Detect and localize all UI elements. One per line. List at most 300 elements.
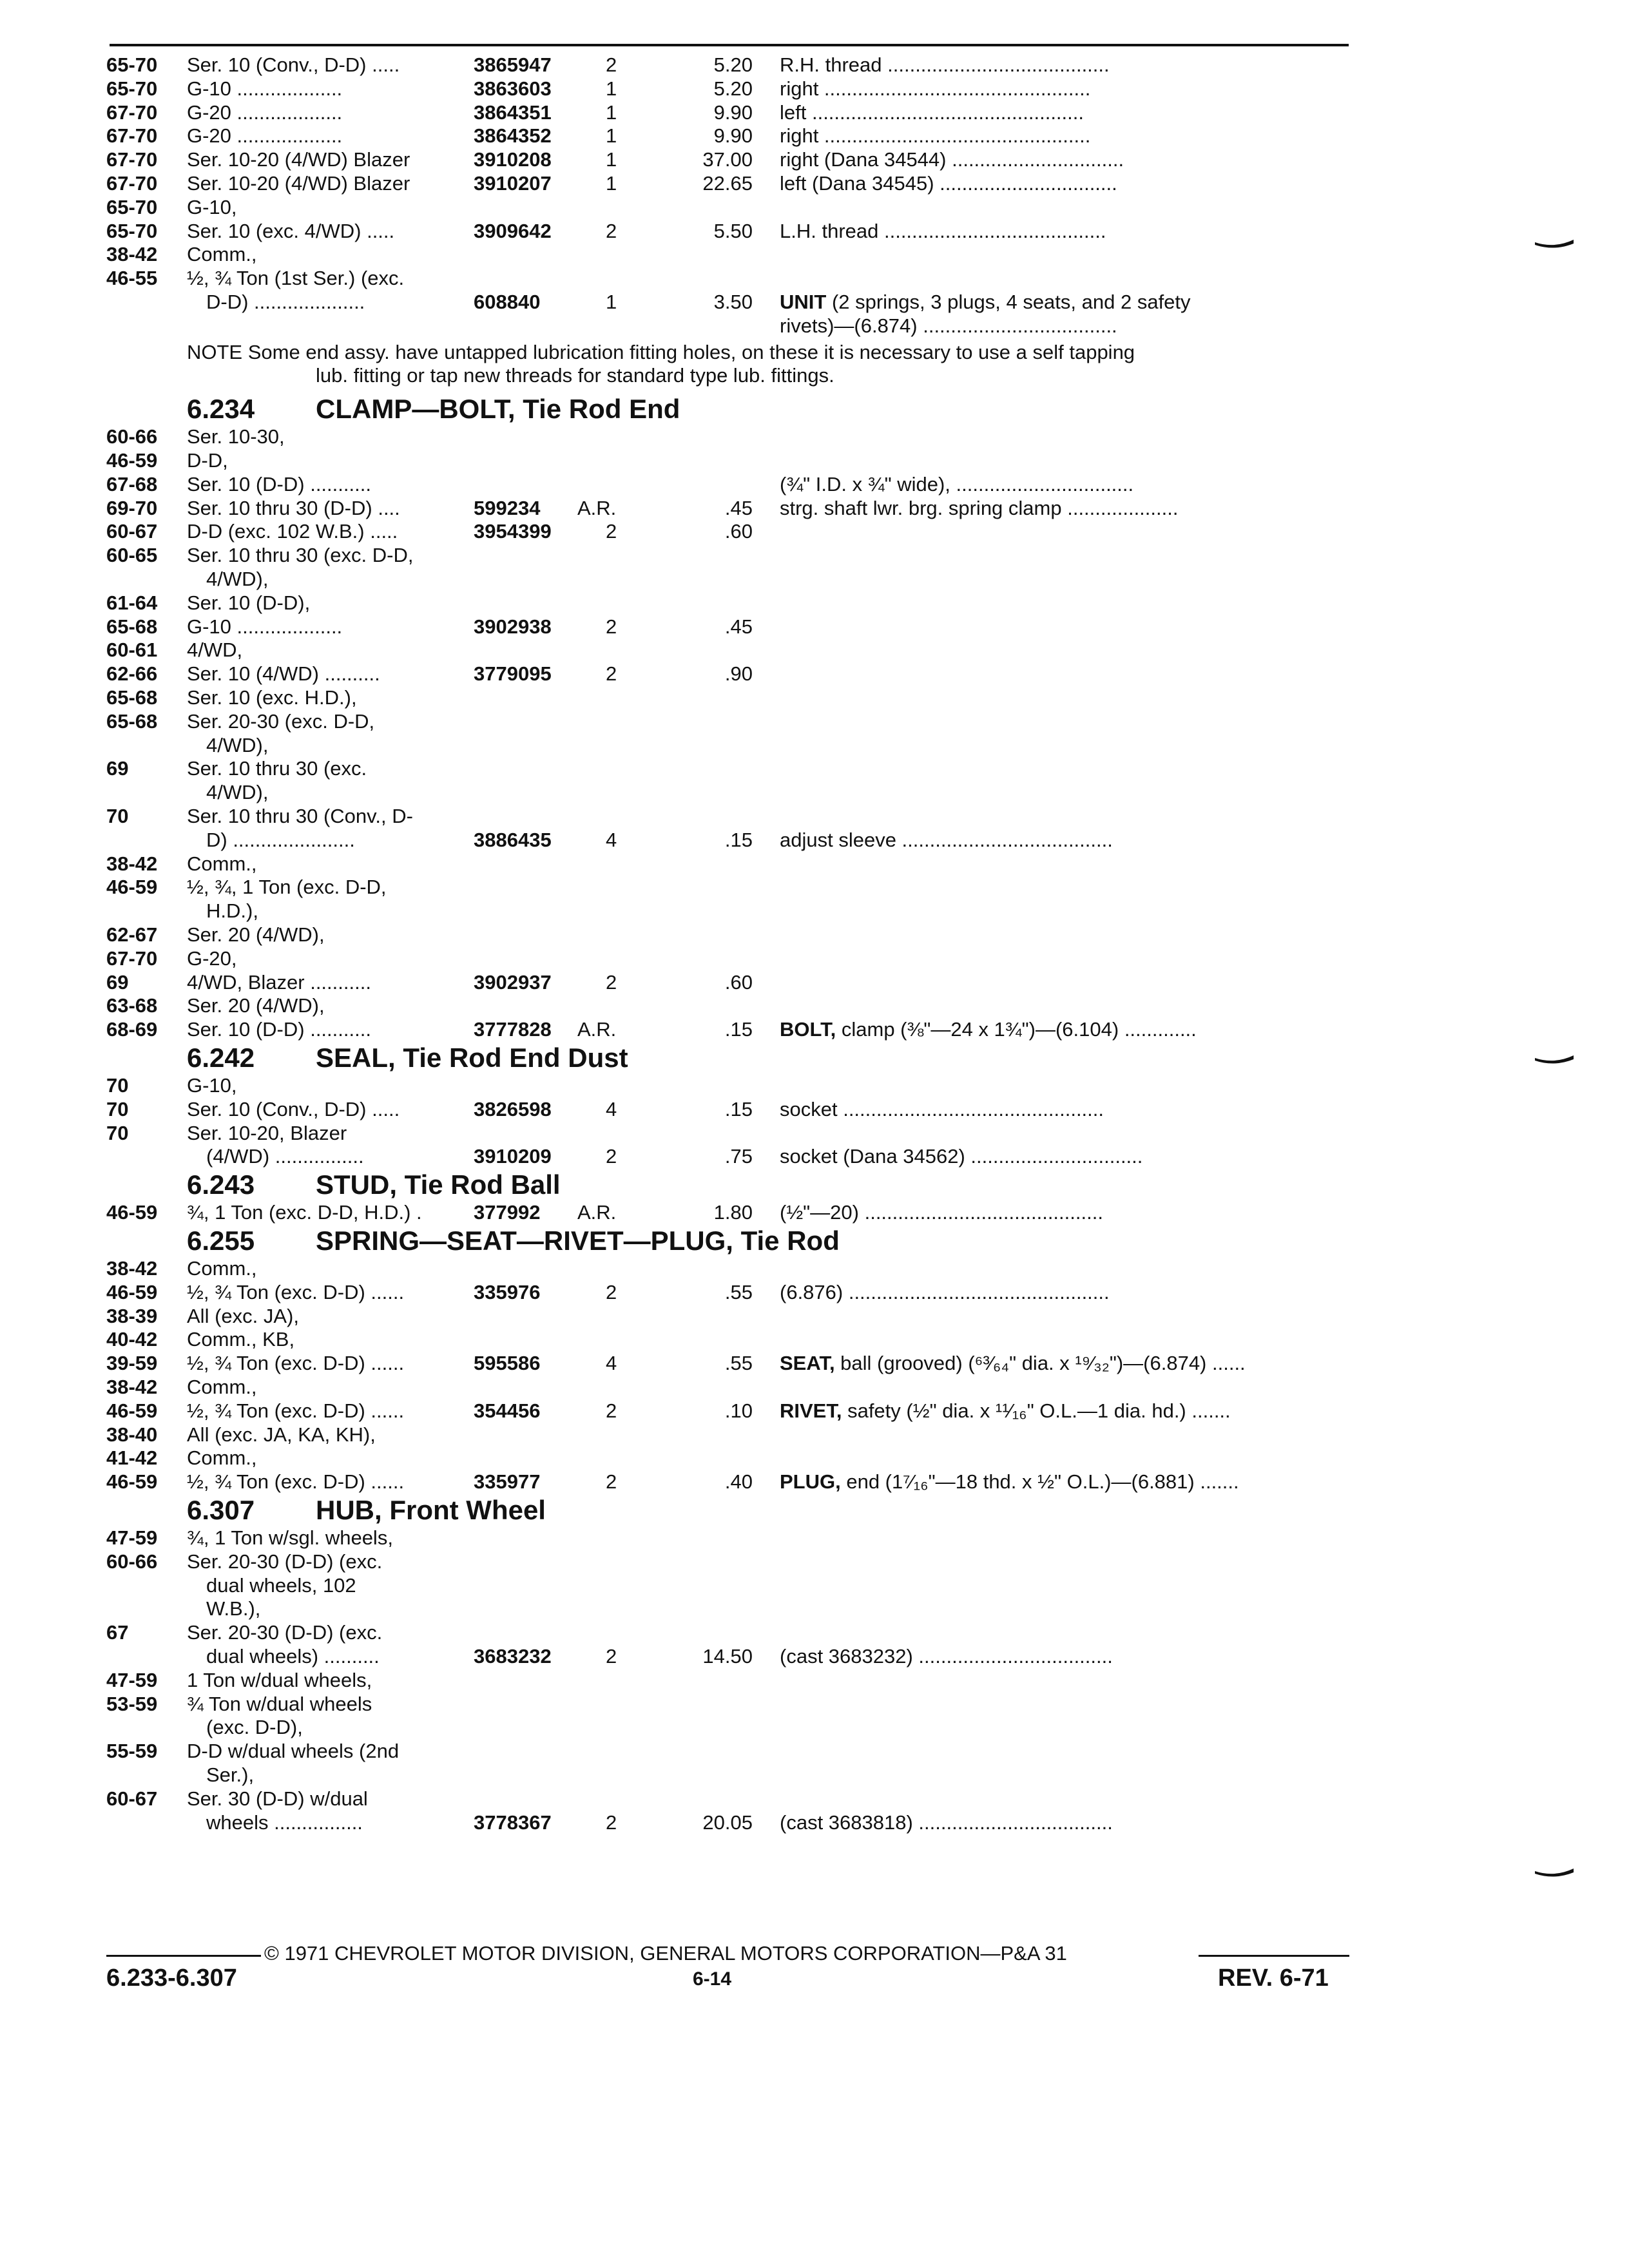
section-title: SPRING—SEAT—RIVET—PLUG, Tie Rod	[316, 1225, 840, 1256]
description-text: (¾" I.D. x ¾" wide), ................................	[780, 472, 1134, 495]
price: 9.90	[713, 124, 753, 148]
quantity: 2	[606, 615, 617, 638]
part-number: 3954399	[474, 520, 552, 543]
section-number: 6.242	[187, 1043, 255, 1073]
price: .75	[724, 1145, 753, 1168]
description-text: (cast 3683818) ...................................	[780, 1811, 1113, 1834]
part-number: 3778367	[474, 1811, 552, 1834]
model-application: (4/WD) ................	[206, 1145, 364, 1168]
price: 1.80	[713, 1201, 753, 1224]
year-range: 46-55	[106, 267, 158, 290]
price: 22.65	[702, 172, 753, 195]
part-row	[0, 449, 1629, 472]
model-application: Ser. 10 thru 30 (Conv., D-	[187, 805, 413, 827]
part-row	[0, 734, 1629, 757]
price: .40	[724, 1470, 753, 1494]
part-row	[0, 1376, 1629, 1399]
year-range: 65-70	[106, 219, 158, 242]
model-application: G-10,	[187, 1074, 237, 1097]
model-application: Ser. 10 (exc. H.D.),	[187, 686, 357, 709]
year-range: 61-64	[106, 591, 158, 614]
year-range: 46-59	[106, 449, 158, 472]
model-application: Ser. 10 thru 30 (exc.	[187, 757, 367, 780]
description-text: (6.876) ...............................................	[780, 1280, 1110, 1303]
footer-section-range: 6.233-6.307	[106, 1965, 237, 1992]
part-number: 3910209	[474, 1145, 552, 1168]
part-row	[0, 1526, 1629, 1550]
model-application: G-10,	[187, 195, 237, 218]
price: .45	[724, 496, 753, 519]
model-application: D-D w/dual wheels (2nd	[187, 1740, 400, 1763]
model-application: ¾, 1 Ton (exc. D-D, H.D.) .	[187, 1201, 422, 1224]
model-application: Ser. 20-30 (D-D) (exc.	[187, 1621, 383, 1644]
model-application: Ser. 20 (4/WD),	[187, 923, 325, 946]
part-row	[0, 568, 1629, 591]
part-row	[0, 1328, 1629, 1351]
quantity: 1	[606, 291, 617, 313]
part-row	[0, 1018, 1629, 1041]
part-number: 3910208	[474, 148, 552, 171]
binder-mark-icon	[1534, 1867, 1575, 1879]
section-title: HUB, Front Wheel	[316, 1495, 546, 1525]
part-row	[0, 1550, 1629, 1573]
model-application: Comm.,	[187, 1446, 257, 1470]
year-range: 67-70	[106, 101, 158, 124]
quantity-as-required: A.R.	[577, 496, 617, 519]
part-row	[0, 947, 1629, 970]
year-range: 38-40	[106, 1423, 158, 1446]
price: .15	[724, 828, 753, 851]
note-line-1: NOTE Some end assy. have untapped lubrication fitting holes, on these it is necessary to use a self tapping	[187, 341, 1135, 363]
description-text: (cast 3683232) ...................................	[780, 1645, 1113, 1667]
model-application: D-D) ....................	[206, 291, 365, 313]
part-row	[0, 172, 1629, 195]
description	[780, 1645, 1113, 1668]
year-range: 62-66	[106, 662, 158, 686]
model-application: G-20 ...................	[187, 124, 343, 148]
description	[780, 148, 1124, 171]
part-row	[0, 662, 1629, 686]
description	[780, 172, 1117, 195]
model-application: ¾, 1 Ton w/sgl. wheels,	[187, 1526, 393, 1549]
model-application: ½, ¾, 1 Ton (exc. D-D,	[187, 876, 387, 899]
section-heading	[0, 393, 1629, 425]
description	[780, 1098, 1104, 1121]
quantity: 4	[606, 1352, 617, 1375]
price: .60	[724, 520, 753, 543]
quantity: 2	[606, 1399, 617, 1422]
year-range: 53-59	[106, 1692, 158, 1715]
footer-page-number: 6-14	[693, 1968, 732, 1990]
model-application: Ser. 30 (D-D) w/dual	[187, 1787, 368, 1810]
part-number: 3909642	[474, 219, 552, 242]
model-application: 4/WD),	[206, 733, 269, 756]
model-application: Ser.),	[206, 1763, 255, 1786]
year-range: 46-59	[106, 876, 158, 899]
part-row	[0, 757, 1629, 780]
model-application: Ser. 10 thru 30 (D-D) ....	[187, 496, 400, 519]
model-application: D-D,	[187, 449, 228, 472]
part-number: 3863603	[474, 77, 552, 100]
model-application: H.D.),	[206, 899, 258, 923]
quantity: 2	[606, 1470, 617, 1494]
part-row	[0, 1740, 1629, 1763]
section-title: SEAL, Tie Rod End Dust	[316, 1043, 628, 1073]
year-range: 67-70	[106, 124, 158, 148]
year-range: 69-70	[106, 496, 158, 519]
part-row	[0, 1423, 1629, 1446]
year-range: 38-42	[106, 1257, 158, 1280]
section-title: CLAMP—BOLT, Tie Rod End	[316, 394, 680, 425]
description	[780, 1399, 1231, 1423]
year-range: 38-42	[106, 243, 158, 266]
year-range: 39-59	[106, 1352, 158, 1375]
model-application: 4/WD),	[206, 568, 269, 590]
binder-mark-icon	[1534, 238, 1575, 250]
quantity: 1	[606, 101, 617, 124]
part-row	[0, 923, 1629, 947]
year-range: 65-68	[106, 709, 158, 733]
part-row	[0, 615, 1629, 639]
description-text: left .................................................	[780, 101, 1084, 124]
model-application: G-20 ...................	[187, 101, 343, 124]
model-application: Ser. 10 (D-D) ...........	[187, 472, 371, 495]
description-keyword: BOLT,	[780, 1018, 836, 1041]
part-row	[0, 1645, 1629, 1668]
model-application: Ser. 10 (Conv., D-D) .....	[187, 1097, 400, 1120]
part-number: 595586	[474, 1352, 541, 1375]
quantity: 2	[606, 1145, 617, 1168]
section-heading	[0, 1494, 1629, 1526]
model-application: W.B.),	[206, 1597, 261, 1620]
year-range: 47-59	[106, 1526, 158, 1549]
description-text: clamp (⅜"—24 x 1¾")—(6.104) .............	[836, 1018, 1197, 1041]
description-text: left (Dana 34545) ................................	[780, 172, 1117, 195]
quantity-as-required: A.R.	[577, 1018, 617, 1041]
description-keyword: UNIT	[780, 291, 827, 313]
part-row	[0, 971, 1629, 994]
part-number: 3683232	[474, 1645, 552, 1667]
model-application: 4/WD,	[187, 639, 243, 662]
part-number: 3779095	[474, 662, 552, 686]
top-rule	[110, 44, 1349, 46]
model-application: D-D (exc. 102 W.B.) .....	[187, 520, 398, 543]
quantity: 1	[606, 124, 617, 148]
year-range: 62-67	[106, 923, 158, 946]
model-application: 4/WD, Blazer ...........	[187, 970, 371, 994]
part-number: 3826598	[474, 1097, 552, 1120]
part-row	[0, 829, 1629, 852]
description	[780, 1811, 1113, 1834]
section-number: 6.255	[187, 1225, 255, 1256]
part-number: 3902938	[474, 615, 552, 638]
price: .60	[724, 970, 753, 994]
quantity: 4	[606, 828, 617, 851]
part-row	[0, 497, 1629, 520]
part-row	[0, 1281, 1629, 1304]
model-application: 1 Ton w/dual wheels,	[187, 1668, 372, 1691]
model-application: (exc. D-D),	[206, 1716, 303, 1739]
description	[780, 829, 1113, 852]
part-number: 3886435	[474, 828, 552, 851]
model-application: ½, ¾ Ton (exc. D-D) ......	[187, 1352, 405, 1375]
model-application: Ser. 10 (D-D),	[187, 591, 311, 614]
year-range: 65-70	[106, 77, 158, 100]
part-row	[0, 639, 1629, 662]
model-application: Comm.,	[187, 243, 257, 266]
year-range: 70	[106, 1097, 129, 1120]
part-row	[0, 53, 1629, 77]
model-application: 4/WD),	[206, 781, 269, 804]
part-row	[0, 473, 1629, 496]
section-title: STUD, Tie Rod Ball	[316, 1169, 561, 1200]
part-row	[0, 148, 1629, 171]
year-range: 67-70	[106, 947, 158, 970]
price: .90	[724, 662, 753, 686]
part-row	[0, 101, 1629, 124]
year-range: 46-59	[106, 1399, 158, 1422]
year-range: 67-70	[106, 172, 158, 195]
part-row	[0, 1074, 1629, 1097]
model-application: G-10 ...................	[187, 77, 343, 100]
description	[780, 1018, 1197, 1041]
description-text: (½"—20) ...........................................	[780, 1201, 1103, 1224]
part-row	[0, 1574, 1629, 1597]
part-row	[0, 686, 1629, 709]
model-application: Ser. 10-20 (4/WD) Blazer	[187, 172, 410, 195]
part-number: 608840	[474, 291, 541, 313]
description-keyword: RIVET,	[780, 1399, 842, 1422]
price: .15	[724, 1018, 753, 1041]
year-range: 38-42	[106, 1376, 158, 1398]
quantity: 1	[606, 172, 617, 195]
year-range: 60-61	[106, 639, 158, 662]
quantity: 2	[606, 520, 617, 543]
description	[780, 1281, 1110, 1304]
model-application: All (exc. JA),	[187, 1304, 299, 1327]
model-application: ¾ Ton w/dual wheels	[187, 1692, 372, 1715]
description	[780, 53, 1110, 77]
price: .15	[724, 1097, 753, 1120]
description-keyword: SEAT,	[780, 1352, 835, 1375]
part-row	[0, 220, 1629, 243]
model-application: Ser. 10 (4/WD) ..........	[187, 662, 380, 686]
description	[780, 101, 1084, 124]
year-range: 60-65	[106, 544, 158, 567]
description-continued: rivets)—(6.874) ...................................	[780, 314, 1117, 337]
year-range: 65-68	[106, 615, 158, 638]
quantity: 1	[606, 77, 617, 100]
price: 5.20	[713, 53, 753, 76]
description-text: end (1⁷⁄₁₆"—18 thd. x ½" O.L.)—(6.881) .......	[840, 1470, 1239, 1494]
year-range: 63-68	[106, 994, 158, 1017]
year-range: 41-42	[106, 1446, 158, 1470]
year-range: 46-59	[106, 1470, 158, 1494]
model-application: Ser. 10 (D-D) ...........	[187, 1018, 371, 1041]
model-application: Ser. 10 (exc. 4/WD) .....	[187, 219, 395, 242]
price: .55	[724, 1352, 753, 1375]
part-row	[0, 994, 1629, 1017]
section-number: 6.234	[187, 394, 255, 425]
model-application: G-10 ...................	[187, 615, 343, 638]
price: .45	[724, 615, 753, 638]
year-range: 60-66	[106, 1550, 158, 1573]
part-number: 3865947	[474, 53, 552, 76]
part-row	[0, 1122, 1629, 1145]
year-range: 47-59	[106, 1668, 158, 1691]
note-line-2: lub. fitting or tap new threads for standard type lub. fittings.	[316, 364, 834, 387]
description	[780, 1201, 1103, 1224]
description-text: ball (grooved) (⁶³⁄₆₄" dia. x ¹⁹⁄₃₂")—(6.874) ......	[834, 1352, 1246, 1375]
part-row	[0, 1597, 1629, 1620]
year-range: 69	[106, 970, 129, 994]
model-application: Comm.,	[187, 1376, 257, 1398]
price: 9.90	[713, 101, 753, 124]
price: .55	[724, 1280, 753, 1303]
year-range: 65-70	[106, 195, 158, 218]
footer-copyright: © 1971 CHEVROLET MOTOR DIVISION, GENERAL MOTORS CORPORATION—P&A 31	[264, 1942, 1067, 1965]
year-range: 46-59	[106, 1201, 158, 1224]
price: 37.00	[702, 148, 753, 171]
model-application: Ser. 20 (4/WD),	[187, 994, 325, 1017]
price: 14.50	[702, 1645, 753, 1667]
model-application: ½, ¾ Ton (exc. D-D) ......	[187, 1280, 405, 1303]
quantity: 4	[606, 1097, 617, 1120]
part-row	[0, 710, 1629, 733]
year-range: 60-67	[106, 1787, 158, 1810]
description	[780, 77, 1090, 101]
year-range: 40-42	[106, 1328, 158, 1351]
year-range: 55-59	[106, 1740, 158, 1763]
footer-revision: REV. 6-71	[1218, 1965, 1329, 1992]
year-range: 68-69	[106, 1018, 158, 1041]
model-application: ½, ¾ Ton (exc. D-D) ......	[187, 1399, 405, 1422]
part-row	[0, 1145, 1629, 1168]
description-text: L.H. thread ........................................	[780, 219, 1106, 242]
model-application: Ser. 10-20 (4/WD) Blazer	[187, 148, 410, 171]
section-number: 6.243	[187, 1169, 255, 1200]
price: 3.50	[713, 291, 753, 313]
part-row	[0, 1098, 1629, 1121]
year-range: 65-68	[106, 686, 158, 709]
price: 20.05	[702, 1811, 753, 1834]
section-heading	[0, 1169, 1629, 1201]
part-row	[0, 876, 1629, 899]
model-application: G-20,	[187, 947, 237, 970]
part-row	[0, 1470, 1629, 1494]
price: .10	[724, 1399, 753, 1422]
part-row	[0, 544, 1629, 567]
year-range: 60-67	[106, 520, 158, 543]
year-range: 70	[106, 1121, 129, 1144]
quantity: 2	[606, 1280, 617, 1303]
part-row	[0, 1763, 1629, 1787]
part-row	[0, 1446, 1629, 1470]
year-range: 70	[106, 1074, 129, 1097]
description-text: right ................................................	[780, 124, 1091, 148]
model-application: wheels ................	[206, 1811, 363, 1834]
description	[780, 220, 1106, 243]
section-number: 6.307	[187, 1495, 255, 1525]
section-heading	[0, 1225, 1629, 1257]
quantity: 2	[606, 1811, 617, 1834]
part-row	[0, 77, 1629, 101]
description-text: safety (½" dia. x ¹¹⁄₁₆" O.L.—1 dia. hd.) .......	[842, 1399, 1231, 1422]
description	[780, 1352, 1246, 1375]
part-row	[0, 1693, 1629, 1716]
model-application: ½, ¾ Ton (exc. D-D) ......	[187, 1470, 405, 1494]
description-text: adjust sleeve ......................................	[780, 828, 1113, 851]
quantity: 2	[606, 1645, 617, 1667]
description	[780, 1145, 1142, 1168]
part-row	[0, 243, 1629, 266]
year-range: 46-59	[106, 1280, 158, 1303]
description	[780, 473, 1133, 496]
footer-rule-right	[1199, 1955, 1349, 1957]
part-row	[0, 1669, 1629, 1692]
part-row	[0, 591, 1629, 615]
model-application: Ser. 20-30 (exc. D-D,	[187, 709, 375, 733]
model-application: Comm., KB,	[187, 1328, 295, 1351]
description	[780, 124, 1090, 148]
model-application: D) ......................	[206, 828, 355, 851]
part-row	[0, 1716, 1629, 1739]
description-text: R.H. thread ........................................	[780, 53, 1110, 76]
part-row	[0, 805, 1629, 828]
binder-mark-icon	[1534, 1054, 1575, 1066]
part-number: 377992	[474, 1201, 541, 1224]
part-row	[0, 1352, 1629, 1375]
year-range: 38-39	[106, 1304, 158, 1327]
part-row	[0, 196, 1629, 219]
part-number: 335977	[474, 1470, 541, 1494]
model-application: ½, ¾ Ton (1st Ser.) (exc.	[187, 267, 405, 290]
model-application: dual wheels, 102	[206, 1573, 356, 1597]
year-range: 67	[106, 1621, 129, 1644]
part-row	[0, 1811, 1629, 1834]
section-heading	[0, 1042, 1629, 1074]
model-application: Ser. 10 thru 30 (exc. D-D,	[187, 544, 414, 567]
price: 5.50	[713, 219, 753, 242]
part-row	[0, 1201, 1629, 1224]
part-number: 354456	[474, 1399, 541, 1422]
model-application: Ser. 10-20, Blazer	[187, 1121, 347, 1144]
quantity: 2	[606, 219, 617, 242]
description	[780, 497, 1178, 520]
model-application: Comm.,	[187, 1257, 257, 1280]
part-number: 3777828	[474, 1018, 552, 1041]
year-range: 65-70	[106, 53, 158, 76]
part-row	[0, 899, 1629, 923]
description-text: right ................................................	[780, 77, 1091, 100]
quantity: 2	[606, 662, 617, 686]
part-number: 335976	[474, 1280, 541, 1303]
footer-rule-left	[106, 1955, 261, 1957]
quantity-as-required: A.R.	[577, 1201, 617, 1224]
description-text: socket ...............................................	[780, 1097, 1104, 1120]
part-row	[0, 314, 1629, 338]
part-row	[0, 1257, 1629, 1280]
model-application: Ser. 10-30,	[187, 425, 285, 448]
part-row	[0, 124, 1629, 148]
description-text: socket (Dana 34562) ...............................	[780, 1145, 1143, 1168]
part-number: 3864352	[474, 124, 552, 148]
model-application: dual wheels) ..........	[206, 1645, 380, 1667]
quantity: 2	[606, 53, 617, 76]
year-range: 67-68	[106, 472, 158, 495]
description-keyword: PLUG,	[780, 1470, 841, 1494]
description-text: strg. shaft lwr. brg. spring clamp ....................	[780, 496, 1179, 519]
